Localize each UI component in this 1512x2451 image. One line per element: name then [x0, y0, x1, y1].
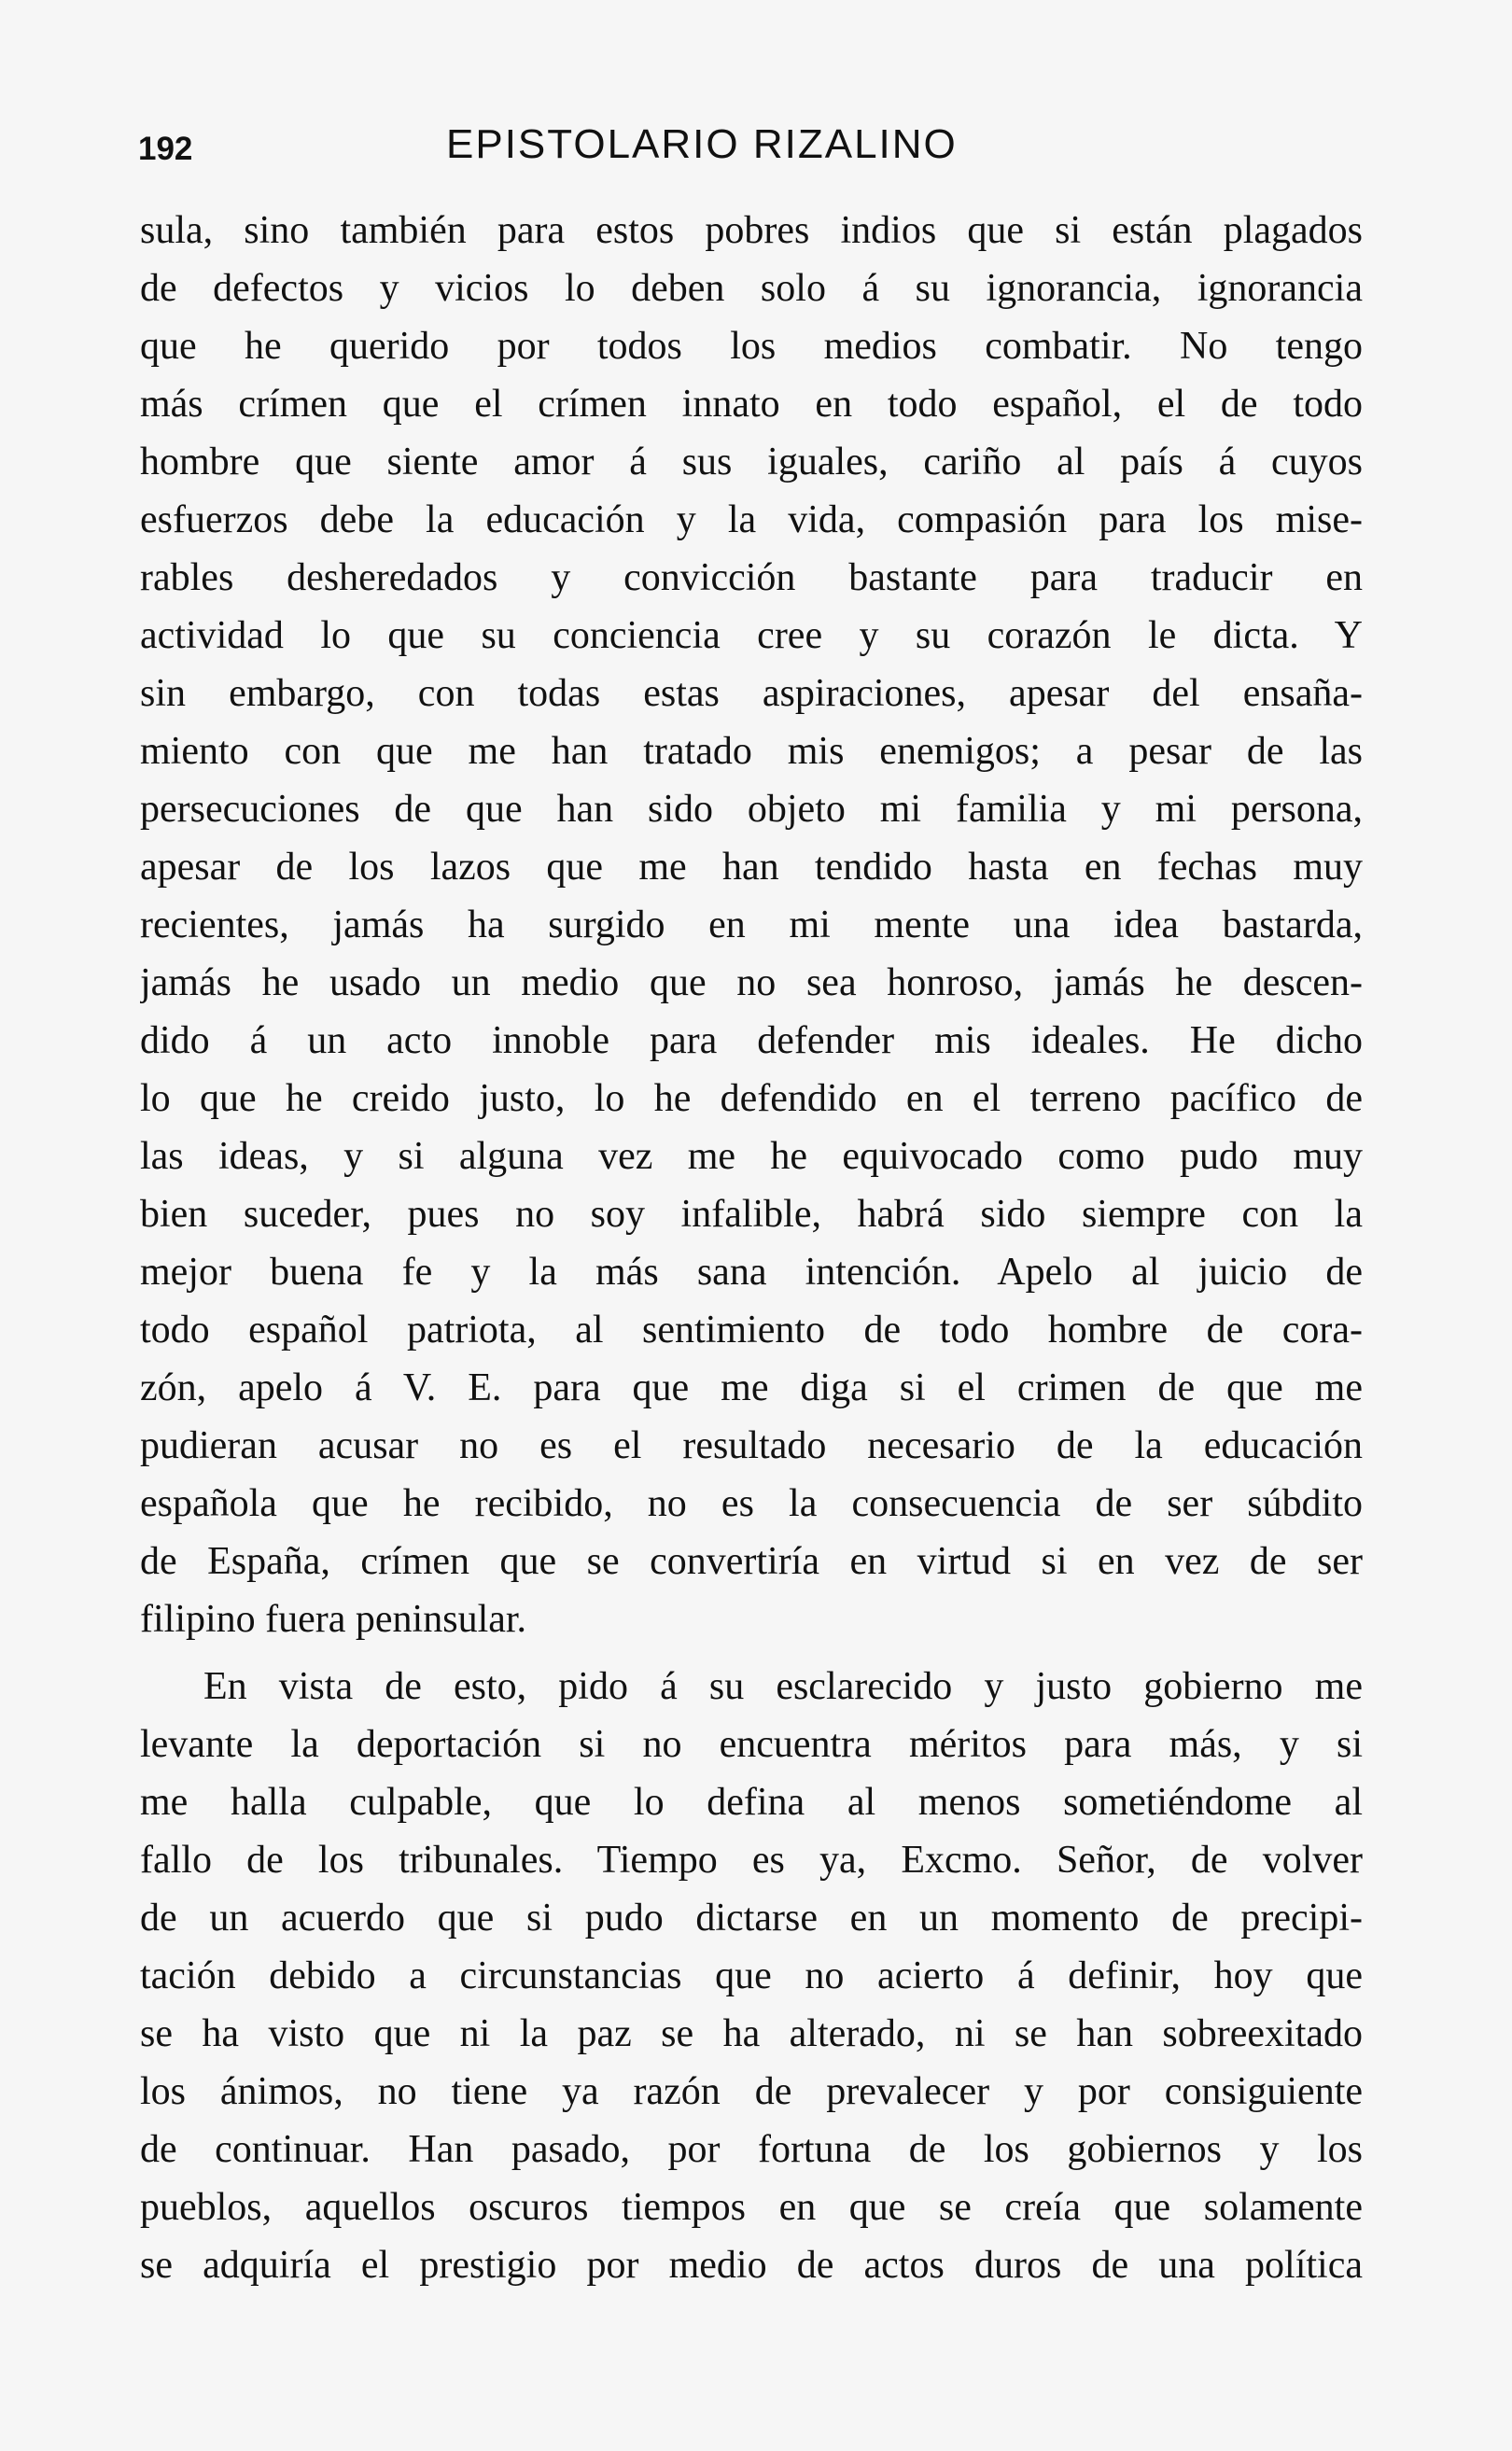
text-line: de un acuerdo que si pudo dictarse en un momento de precipi- — [140, 1897, 1363, 1940]
text-line: pueblos, aquellos oscuros tiempos en que se creía que solamente — [140, 2186, 1363, 2229]
text-line: zón, apelo á V. E. para que me diga si el crimen de que me — [140, 1366, 1363, 1409]
text-line: dido á un acto innoble para defender mis ideales. He dicho — [140, 1019, 1363, 1062]
text-line: tación debido a circunstancias que no acierto á definir, hoy que — [140, 1954, 1363, 1997]
text-line: se ha visto que ni la paz se ha alterado, ni se han sobreexitado — [140, 2012, 1363, 2055]
text-line: los ánimos, no tiene ya razón de prevalecer y por consiguiente — [140, 2070, 1363, 2113]
text-line: filipino fuera peninsular. — [140, 1598, 527, 1641]
text-line: actividad lo que su conciencia cree y su corazón le dicta. Y — [140, 614, 1363, 657]
text-line: lo que he creido justo, lo he defendido en el terreno pacífico de — [140, 1077, 1363, 1120]
text-line: En vista de esto, pido á su esclarecido y justo gobierno me — [203, 1665, 1363, 1708]
text-line: se adquiría el prestigio por medio de actos duros de una política — [140, 2244, 1363, 2287]
text-line: más crímen que el crímen innato en todo español, el de todo — [140, 383, 1363, 426]
text-line: de defectos y vicios lo deben solo á su ignorancia, ignorancia — [140, 267, 1363, 310]
text-line: levante la deportación si no encuentra méritos para más, y si — [140, 1723, 1363, 1766]
text-line: de continuar. Han pasado, por fortuna de los gobiernos y los — [140, 2128, 1363, 2171]
running-title: EPISTOLARIO RIZALINO — [446, 121, 958, 167]
text-line: de España, crímen que se convertiría en virtud si en vez de ser — [140, 1540, 1363, 1583]
text-line: recientes, jamás ha surgido en mi mente una idea bastarda, — [140, 903, 1363, 946]
text-line: miento con que me han tratado mis enemigos; a pesar de las — [140, 730, 1363, 773]
text-line: jamás he usado un medio que no sea honroso, jamás he descen- — [140, 961, 1363, 1004]
page-number: 192 — [138, 131, 193, 167]
text-line: hombre que siente amor á sus iguales, cariño al país á cuyos — [140, 441, 1363, 483]
text-line: española que he recibido, no es la consecuencia de ser súbdito — [140, 1482, 1363, 1525]
text-line: las ideas, y si alguna vez me he equivocado como pudo muy — [140, 1135, 1363, 1178]
text-line: sin embargo, con todas estas aspiraciones, apesar del ensaña- — [140, 672, 1363, 715]
text-line: persecuciones de que han sido objeto mi familia y mi persona, — [140, 788, 1363, 831]
text-line: todo español patriota, al sentimiento de todo hombre de cora- — [140, 1309, 1363, 1352]
text-line: apesar de los lazos que me han tendido hasta en fechas muy — [140, 846, 1363, 889]
text-line: pudieran acusar no es el resultado necesario de la educación — [140, 1424, 1363, 1467]
text-line: esfuerzos debe la educación y la vida, compasión para los mise- — [140, 498, 1363, 541]
text-line: bien suceder, pues no soy infalible, habrá sido siempre con la — [140, 1193, 1363, 1236]
text-line: sula, sino también para estos pobres indios que si están plagados — [140, 209, 1363, 252]
text-line: mejor buena fe y la más sana intención. Apelo al juicio de — [140, 1251, 1363, 1294]
body-text — [140, 203, 1363, 2416]
text-line: fallo de los tribunales. Tiempo es ya, Excmo. Señor, de volver — [140, 1839, 1363, 1882]
page-header — [138, 119, 1351, 185]
text-line: rables desheredados y convicción bastante para traducir en — [140, 556, 1363, 599]
text-line: me halla culpable, que lo defina al menos sometiéndome al — [140, 1781, 1363, 1824]
text-line: que he querido por todos los medios combatir. No tengo — [140, 325, 1363, 368]
